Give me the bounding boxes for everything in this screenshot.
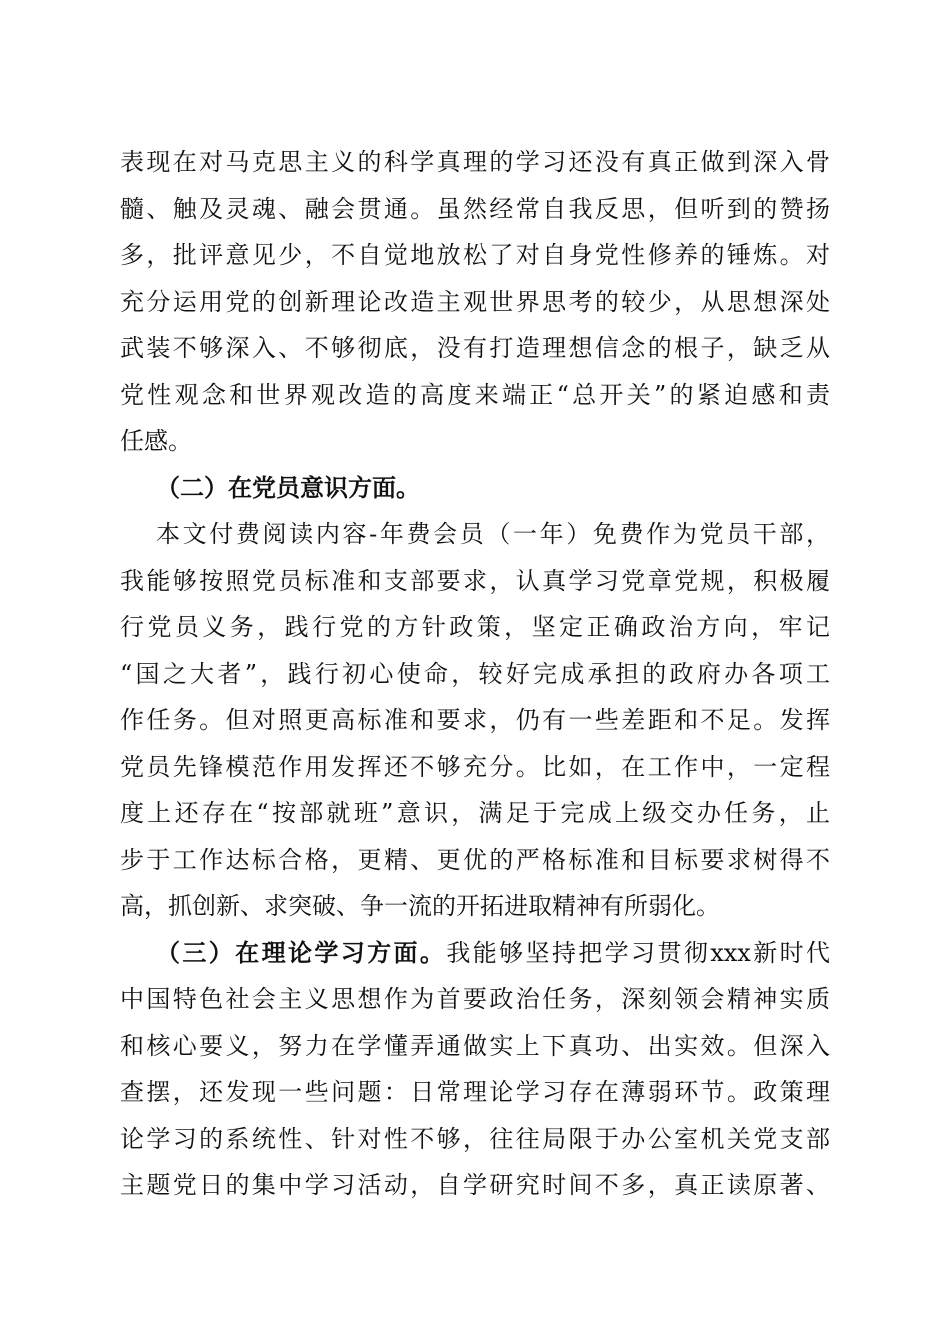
text-line (120, 930, 830, 977)
text-line: 本文付费阅读内容-年费会员（一年）免费作为党员干部， (156, 520, 830, 548)
text-line: 髓、触及灵魂、融会贯通。虽然经常自我反思，但听到的赞扬 (120, 194, 830, 223)
text-line: 充分运用党的创新理论改造主观世界思考的较少，从思想深处 (120, 287, 830, 316)
text-line: 表现在对马克思主义的科学真理的学习还没有真正做到深入骨 (120, 148, 830, 176)
text-line: 行党员义务，践行党的方针政策，坚定正确政治方向，牢记 (120, 613, 830, 641)
document-body (120, 139, 830, 1209)
text-line: 高，抓创新、求突破、争一流的开拓进取精神有所弱化。 (120, 892, 720, 920)
text-line: 论学习的系统性、针对性不够，往往局限于办公室机关党支部 (120, 1124, 830, 1153)
paragraph-3 (120, 930, 830, 1209)
text-line: 步于工作达标合格，更精、更优的严格标准和目标要求树得不 (120, 845, 830, 874)
section-heading: （三）在理论学习方面。 (156, 937, 447, 967)
text-line: 和核心要义，努力在学懂弄通做实上下真功、出实效。但深入 (120, 1031, 830, 1060)
text-line: 多，批评意见少，不自觉地放松了对自身党性修养的锤炼。对 (120, 241, 830, 269)
paragraph-1 (120, 139, 830, 465)
text-line: 任感。 (120, 427, 192, 455)
text-line: 主题党日的集中学习活动，自学研究时间不多，真正读原著、 (120, 1171, 830, 1199)
text-line: “国之大者”，践行初心使命，较好完成承担的政府办各项工 (120, 659, 830, 688)
text-line: 查摆，还发现一些问题：日常理论学习存在薄弱环节。政策理 (120, 1078, 830, 1106)
text-span: 我能够坚持把学习贯彻xxx新时代 (446, 938, 830, 967)
text-line: 中国特色社会主义思想作为首要政治任务，深刻领会精神实质 (120, 985, 830, 1013)
text-line: 党员先锋模范作用发挥还不够充分。比如，在工作中，一定程 (120, 752, 830, 781)
paragraph-2 (120, 511, 830, 930)
section-heading: （二）在党员意识方面。 (156, 472, 420, 502)
text-line: 党性观念和世界观改造的高度来端正“总开关”的紧迫感和责 (120, 380, 830, 409)
text-line: 武装不够深入、不够彻底，没有打造理想信念的根子，缺乏从 (120, 334, 830, 362)
text-line: 作任务。但对照更高标准和要求，仍有一些差距和不足。发挥 (120, 706, 830, 734)
text-line: 我能够按照党员标准和支部要求，认真学习党章党规，积极履 (120, 566, 830, 595)
text-line: 度上还存在“按部就班”意识，满足于完成上级交办任务，止 (120, 799, 830, 827)
